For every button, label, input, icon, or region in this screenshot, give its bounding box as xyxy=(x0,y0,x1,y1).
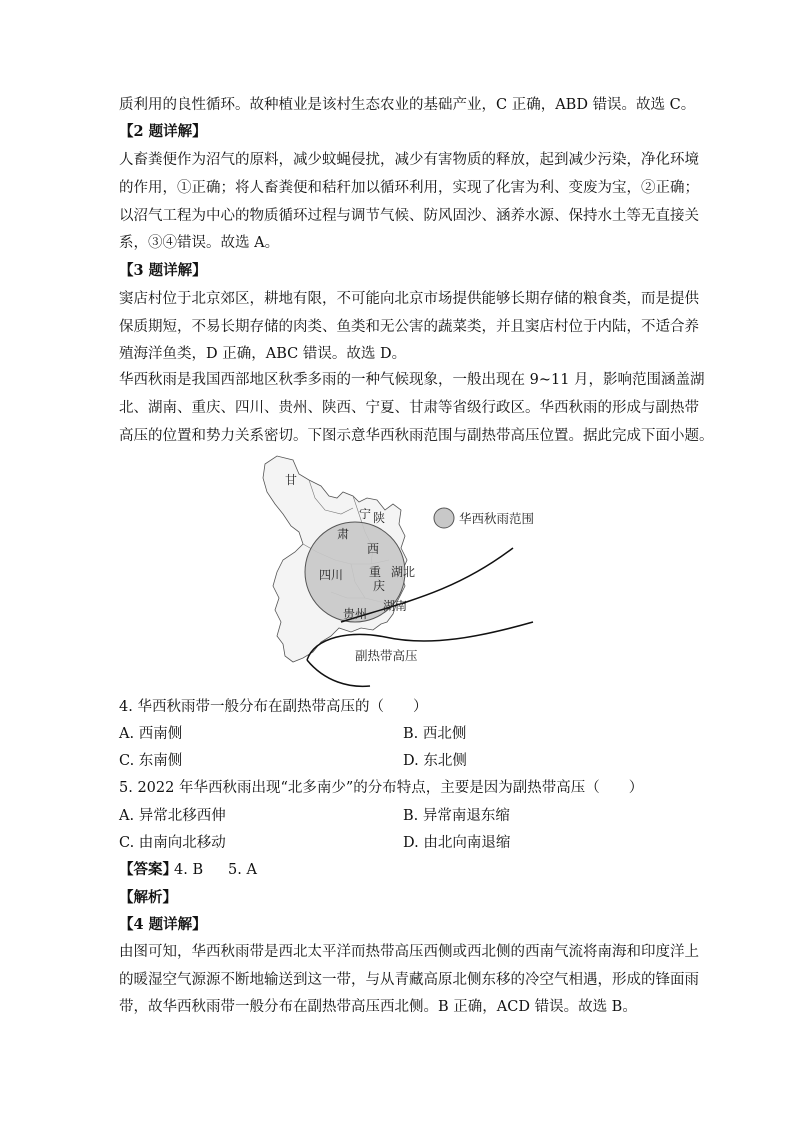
paragraph-line: 窦店村位于北京郊区，耕地有限，不可能向北京市场提供能够长期存储的粮食类，而是提供 xyxy=(119,291,699,307)
rain-map-figure xyxy=(255,452,555,692)
province-label-shaan: 陕 xyxy=(373,511,386,525)
paragraph-line: 的暖湿空气源源不断地输送到这一带，与从青藏高原北侧东移的冷空气相遇，形成的锋面雨 xyxy=(119,972,699,988)
intro-line: 华西秋雨是我国西部地区秋季多雨的一种气候现象，一般出现在 9~11 月，影响范围涵盖湖 xyxy=(119,372,705,388)
province-label-xi: 西 xyxy=(367,542,380,556)
intro-line: 北、湖南、重庆、四川、贵州、陕西、宁夏、甘肃等省级行政区。华西秋雨的形成与副热带 xyxy=(119,400,699,416)
paragraph-line: 殖海洋鱼类，D 正确，ABC 错误。故选 D。 xyxy=(119,346,407,362)
province-label-gan: 甘 xyxy=(285,473,298,487)
province-label-hunan: 湖南 xyxy=(383,599,408,613)
paragraph-line: 带，故华西秋雨带一般分布在副热带高压西北侧。B 正确，ACD 错误。故选 B。 xyxy=(119,999,637,1015)
paragraph-line: 系，③④错误。故选 A。 xyxy=(119,235,280,251)
intro-line: 高压的位置和势力关系密切。下图示意华西秋雨范围与副热带高压位置。据此完成下面小题。 xyxy=(119,428,714,444)
province-label-ning: 宁 xyxy=(359,507,372,521)
question-option: B. 异常南退东缩 xyxy=(403,808,510,824)
province-label-sichuan: 四川 xyxy=(319,568,344,582)
question-option: A. 西南侧 xyxy=(119,726,183,742)
province-label-hubei: 湖北 xyxy=(391,565,416,579)
paragraph-line: 以沼气工程为中心的物质循环过程与调节气候、防风固沙、涵养水源、保持水土等无直接关 xyxy=(119,208,699,224)
question-stem: 5. 2022 年华西秋雨出现“北多南少”的分布特点，主要是因为副热带高压（ ） xyxy=(119,780,644,796)
paragraph-line: 的作用，①正确；将人畜粪便和秸秆加以循环利用，实现了化害为利、变废为宝，②正确； xyxy=(119,180,699,196)
question-option: A. 异常北移西伸 xyxy=(119,808,226,824)
section-heading-q2: 【2 题详解】 xyxy=(119,123,207,140)
question-option: C. 由南向北移动 xyxy=(119,835,226,851)
question-stem: 4. 华西秋雨带一般分布在副热带高压的（ ） xyxy=(119,699,428,715)
legend-label: 华西秋雨范围 xyxy=(459,511,535,526)
question-option: C. 东南侧 xyxy=(119,753,183,769)
question-option: B. 西北侧 xyxy=(403,726,467,742)
rain-map-svg xyxy=(255,452,555,692)
subtropical-high-curve xyxy=(307,660,370,686)
answer-4: 4. B xyxy=(174,862,204,878)
answer-label: 【答案】 xyxy=(119,861,177,878)
question-option: D. 由北向南退缩 xyxy=(403,835,511,851)
subtropical-high-label: 副热带高压 xyxy=(355,648,418,663)
legend-swatch xyxy=(434,508,454,528)
province-label-guizhou: 贵州 xyxy=(343,607,368,621)
paragraph-line: 人畜粪便作为沼气的原料，减少蚊蝇侵扰，减少有害物质的释放，起到减少污染，净化环境 xyxy=(119,152,699,168)
question-option: D. 东北侧 xyxy=(403,753,467,769)
answer-5: 5. A xyxy=(228,862,257,878)
section-heading-q3: 【3 题详解】 xyxy=(119,262,207,279)
analysis-heading: 【解析】 xyxy=(119,889,177,906)
province-label-qing: 庆 xyxy=(373,579,386,593)
section-heading-q4: 【4 题详解】 xyxy=(119,916,207,933)
paragraph-line: 保质期短，不易长期存储的肉类、鱼类和无公害的蔬菜类，并且窦店村位于内陆，不适合养 xyxy=(119,319,699,335)
paragraph-line: 质利用的良性循环。故种植业是该村生态农业的基础产业，C 正确，ABD 错误。故选 C。 xyxy=(119,97,696,113)
province-label-zhong: 重 xyxy=(369,565,382,579)
paragraph-line: 由图可知，华西秋雨带是西北太平洋而热带高压西侧或西北侧的西南气流将南海和印度洋上 xyxy=(119,944,699,960)
province-label-su: 肃 xyxy=(337,527,350,541)
